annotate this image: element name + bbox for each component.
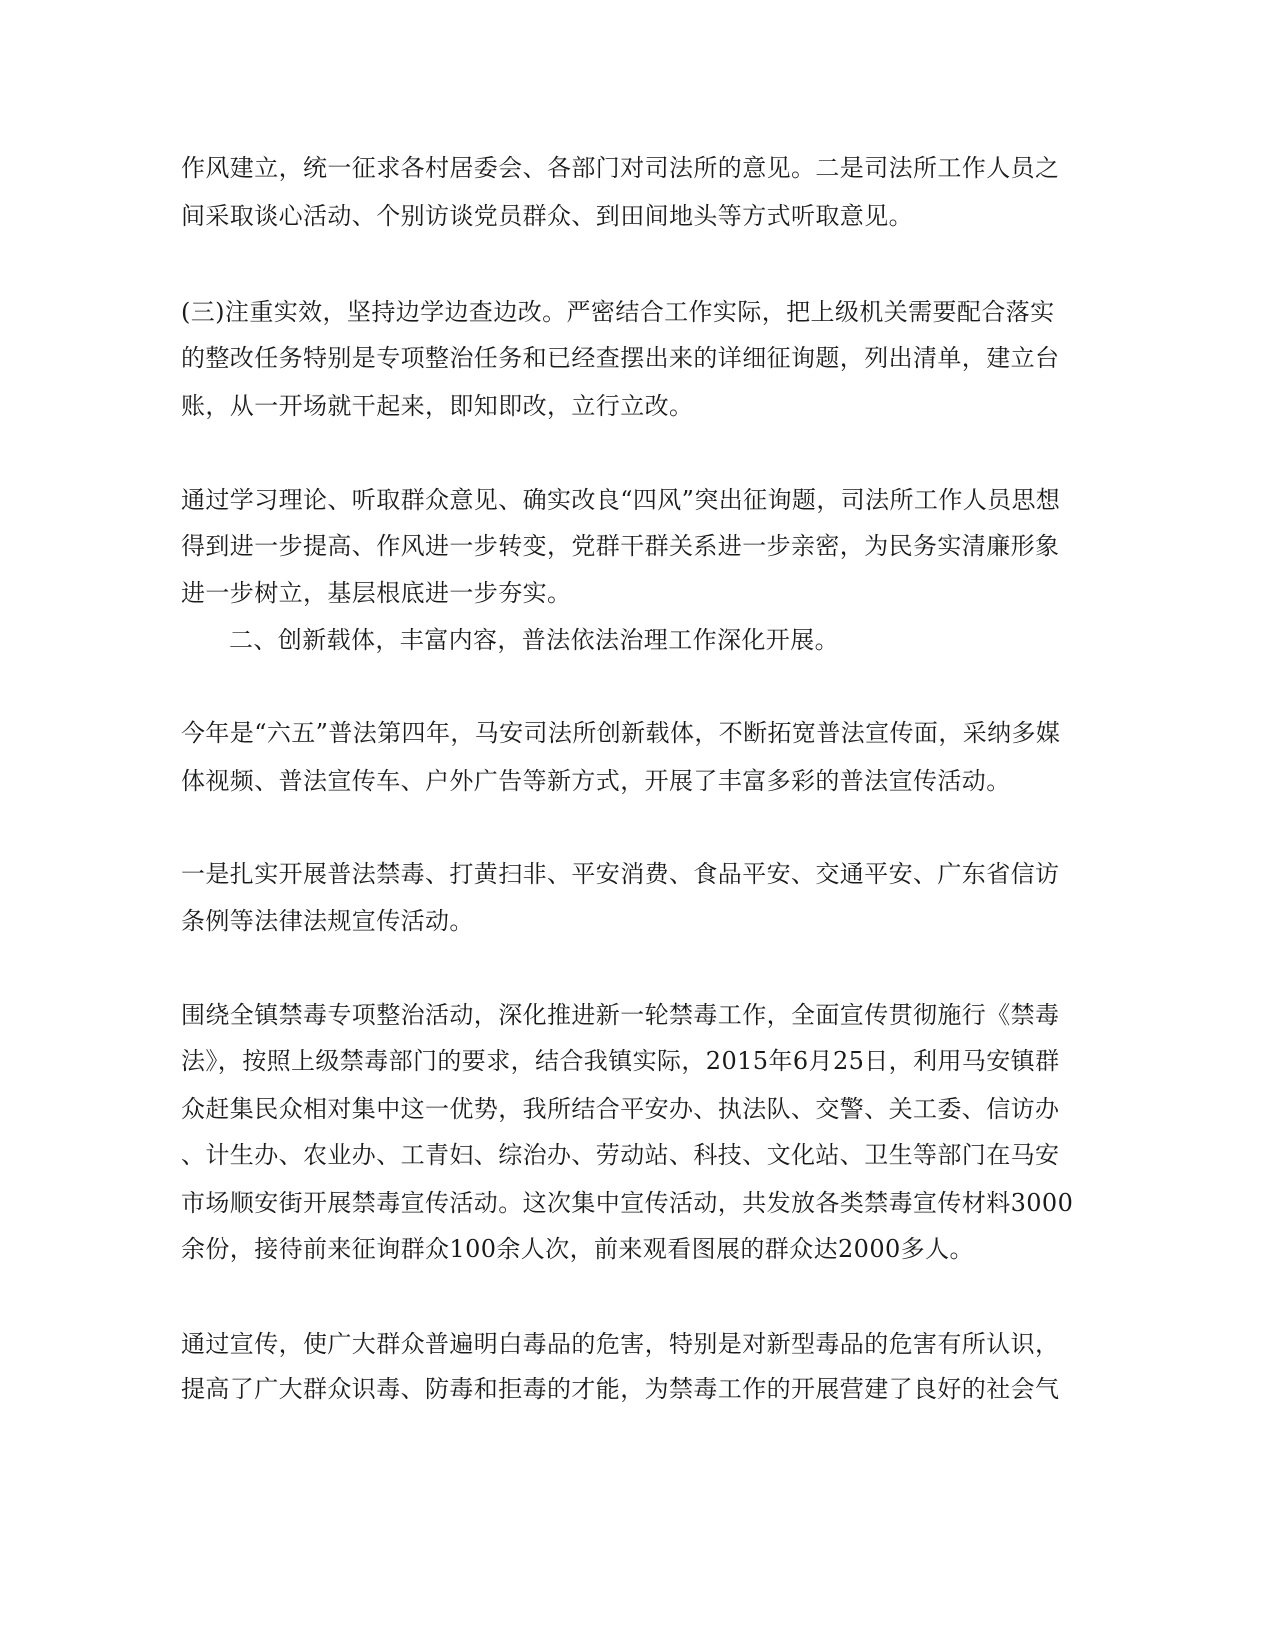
text-line: 作风建立，统一征求各村居委会、各部门对司法所的意见。二是司法所工作人员之 (181, 154, 1060, 182)
text-line: 账，从一开场就干起来，即知即改，立行立改。 (181, 392, 694, 420)
text-line: 条例等法律法规宣传活动。 (181, 907, 474, 935)
text-line: 市场顺安街开展禁毒宣传活动。这次集中宣传活动，共发放各类禁毒宣传材料3000 (181, 1189, 1074, 1217)
text-line: 、计生办、农业办、工青妇、综治办、劳动站、科技、文化站、卫生等部门在马安 (181, 1141, 1060, 1169)
text-line: 围绕全镇禁毒专项整治活动，深化推进新一轮禁毒工作，全面宣传贯彻施行《禁毒 (181, 1001, 1060, 1029)
text-line: 的整改任务特别是专项整治任务和已经查摆出来的详细征询题，列出清单，建立台 (181, 344, 1060, 372)
text-line: 体视频、普法宣传车、户外广告等新方式，开展了丰富多彩的普法宣传活动。 (181, 767, 1011, 795)
text-line: 余份，接待前来征询群众100余人次，前来观看图展的群众达2000多人。 (181, 1235, 974, 1263)
text-line: 进一步树立，基层根底进一步夯实。 (181, 579, 572, 607)
text-line: 提高了广大群众识毒、防毒和拒毒的才能，为禁毒工作的开展营建了良好的社会气 (181, 1375, 1060, 1403)
text-line: 一是扎实开展普法禁毒、打黄扫非、平安消费、食品平安、交通平安、广东省信访 (181, 860, 1060, 888)
section-heading-2: 二、创新载体，丰富内容，普法依法治理工作深化开展。 (229, 626, 839, 654)
text-line: 法》，按照上级禁毒部门的要求，结合我镇实际，2015年6月25日，利用马安镇群 (181, 1047, 1060, 1075)
text-line: 通过宣传，使广大群众普遍明白毒品的危害，特别是对新型毒品的危害有所认识， (181, 1330, 1060, 1358)
text-line: 间采取谈心活动、个别访谈党员群众、到田间地头等方式听取意见。 (181, 202, 913, 230)
text-line: 众赶集民众相对集中这一优势，我所结合平安办、执法队、交警、关工委、信访办 (181, 1095, 1060, 1123)
text-line: 得到进一步提高、作风进一步转变，党群干群关系进一步亲密，为民务实清廉形象 (181, 532, 1060, 560)
text-line: 通过学习理论、听取群众意见、确实改良“四风”突出征询题，司法所工作人员思想 (181, 486, 1061, 514)
text-line: 今年是“六五”普法第四年，马安司法所创新载体，不断拓宽普法宣传面，采纳多媒 (181, 719, 1061, 747)
section-heading-3: (三)注重实效，坚持边学边查边改。严密结合工作实际，把上级机关需要配合落实 (181, 298, 1055, 326)
